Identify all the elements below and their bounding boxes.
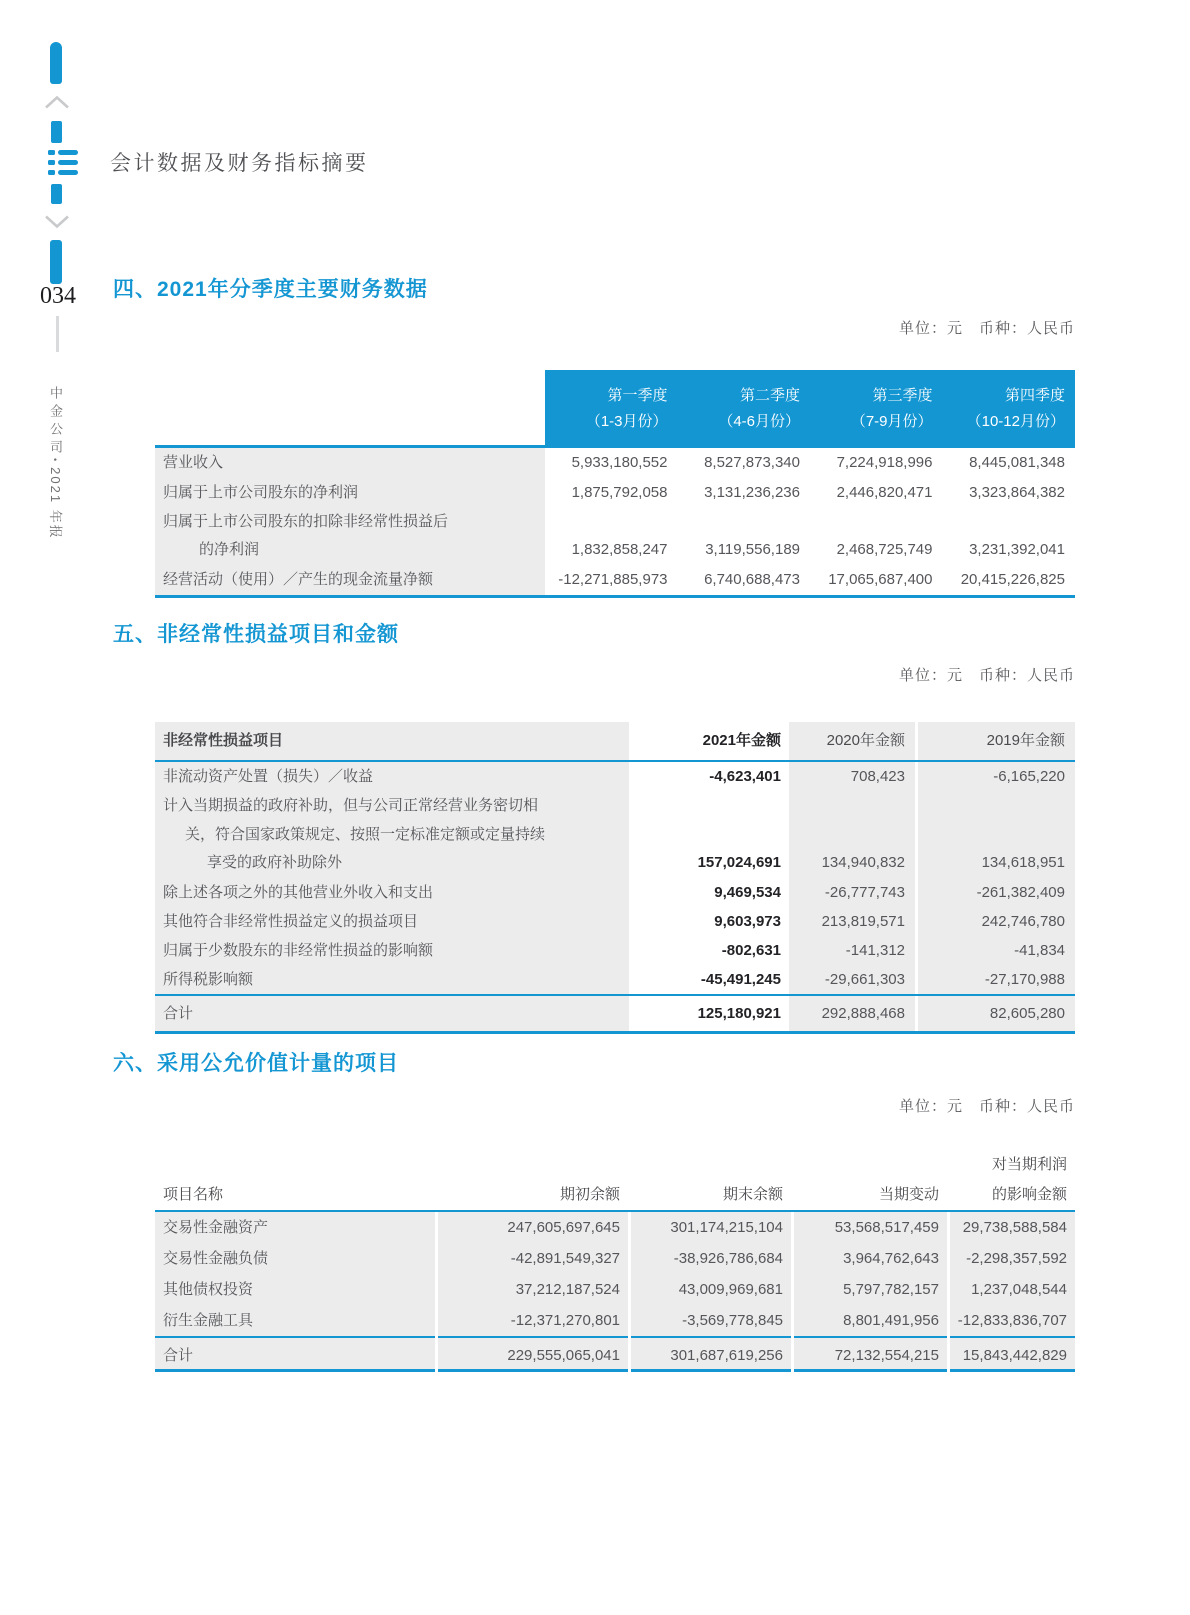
spine-year: 2021 年报 xyxy=(48,467,63,540)
table-row: 衍生金融工具 -12,371,270,801 -3,569,778,845 8,801,491,956 -12,833,836,707 xyxy=(155,1305,1075,1336)
quarterly-data-table xyxy=(155,370,1075,598)
non-recurring-items-table xyxy=(155,722,1075,1034)
table-row: 营业收入 5,933,180,552 8,527,873,340 7,224,918,996 8,445,081,348 xyxy=(155,448,1075,478)
header-2019-amount: 2019年金额 xyxy=(915,722,1075,760)
header-opening-balance: 期初余额 xyxy=(559,1186,620,1203)
header-profit-impact: 对当期利润 的影响金额 xyxy=(991,1156,1067,1203)
chevron-down-icon xyxy=(44,214,70,229)
table-row: 归属于上市公司股东的扣除非经常性损益后 的净利润 1,832,858,247 3,119,556,189 2,468,725,749 3,231,392,041 xyxy=(155,508,1075,564)
spine-bullet: • xyxy=(50,458,60,468)
non-recurring-table-header xyxy=(155,722,1075,762)
header-corner-cell xyxy=(155,370,545,448)
fair-value-table-body xyxy=(155,1212,1075,1372)
quarterly-table-body xyxy=(155,448,1075,598)
table-row: 计入当期损益的政府补助，但与公司正常经营业务密切相 关，符合国家政策规定、按照一定标准定额或定量持续 享受的政府补助除外 157,024,691 134,940,832 134,618,951 xyxy=(155,792,1075,878)
fair-value-table-header xyxy=(155,1140,1075,1212)
table-row: 交易性金融资产 247,605,697,645 301,174,215,104 53,568,517,459 29,738,588,584 xyxy=(155,1212,1075,1243)
table-row: 其他债权投资 37,212,187,524 43,009,969,681 5,797,782,157 1,237,048,544 xyxy=(155,1274,1075,1305)
chevron-up-icon xyxy=(44,95,70,110)
header-2020-amount: 2020年金额 xyxy=(789,722,915,760)
header-closing-balance: 期末余额 xyxy=(722,1186,783,1203)
header-q2: 第二季度 （4-6月份） xyxy=(678,370,811,448)
header-2021-amount: 2021年金额 xyxy=(629,722,789,760)
section6-title: 六、采用公允价值计量的项目 xyxy=(113,1052,399,1075)
menu-list-icon xyxy=(48,150,79,176)
rail-top-bar xyxy=(50,42,62,84)
spine-text xyxy=(46,386,70,586)
header-q1: 第一季度 （1-3月份） xyxy=(545,370,678,448)
spine-company: 中金公司 xyxy=(48,386,63,458)
table-row: 归属于少数股东的非经常性损益的影响额 -802,631 -141,312 -41,834 xyxy=(155,936,1075,965)
chapter-title: 会计数据及财务指标摘要 xyxy=(110,151,369,175)
fair-value-items-table xyxy=(155,1140,1075,1372)
header-q4: 第四季度 （10-12月份） xyxy=(943,370,1076,448)
page-number: 034 xyxy=(40,283,76,309)
rail-page-bar xyxy=(50,240,62,284)
table-row: 交易性金融负债 -42,891,549,327 -38,926,786,684 3,964,762,643 -2,298,357,592 xyxy=(155,1243,1075,1274)
table-row: 所得税影响额 -45,491,245 -29,661,303 -27,170,988 xyxy=(155,965,1075,994)
section5-title: 五、非经常性损益项目和金额 xyxy=(113,623,399,646)
header-item-name: 非经常性损益项目 xyxy=(155,722,629,760)
header-period-change: 当期变动 xyxy=(878,1186,939,1203)
header-item-name: 项目名称 xyxy=(163,1186,224,1203)
section4-unit-note: 单位：元 币种：人民币 xyxy=(898,320,1075,337)
rail-small-bar-upper xyxy=(51,121,62,143)
table-row: 经营活动（使用）／产生的现金流量净额 -12,271,885,973 6,740,688,473 17,065,687,400 20,415,226,825 xyxy=(155,564,1075,595)
table-row: 其他符合非经常性损益定义的损益项目 9,603,973 213,819,571 242,746,780 xyxy=(155,907,1075,936)
quarterly-table-header xyxy=(155,370,1075,448)
rail-small-bar-lower xyxy=(51,184,62,204)
table-row: 归属于上市公司股东的净利润 1,875,792,058 3,131,236,236 2,446,820,471 3,323,864,382 xyxy=(155,478,1075,508)
total-row: 合计 229,555,065,041 301,687,619,256 72,132,554,215 15,843,442,829 xyxy=(155,1336,1075,1372)
table-row: 除上述各项之外的其他营业外收入和支出 9,469,534 -26,777,743 -261,382,409 xyxy=(155,878,1075,907)
section6-unit-note: 单位：元 币种：人民币 xyxy=(898,1098,1075,1115)
table-row: 非流动资产处置（损失）／收益 -4,623,401 708,423 -6,165,220 xyxy=(155,762,1075,792)
total-row: 合计 125,180,921 292,888,468 82,605,280 xyxy=(155,994,1075,1034)
section5-unit-note: 单位：元 币种：人民币 xyxy=(898,667,1075,684)
rail-divider xyxy=(56,316,59,352)
header-q3: 第三季度 （7-9月份） xyxy=(810,370,943,448)
section4-title: 四、2021年分季度主要财务数据 xyxy=(113,278,428,301)
